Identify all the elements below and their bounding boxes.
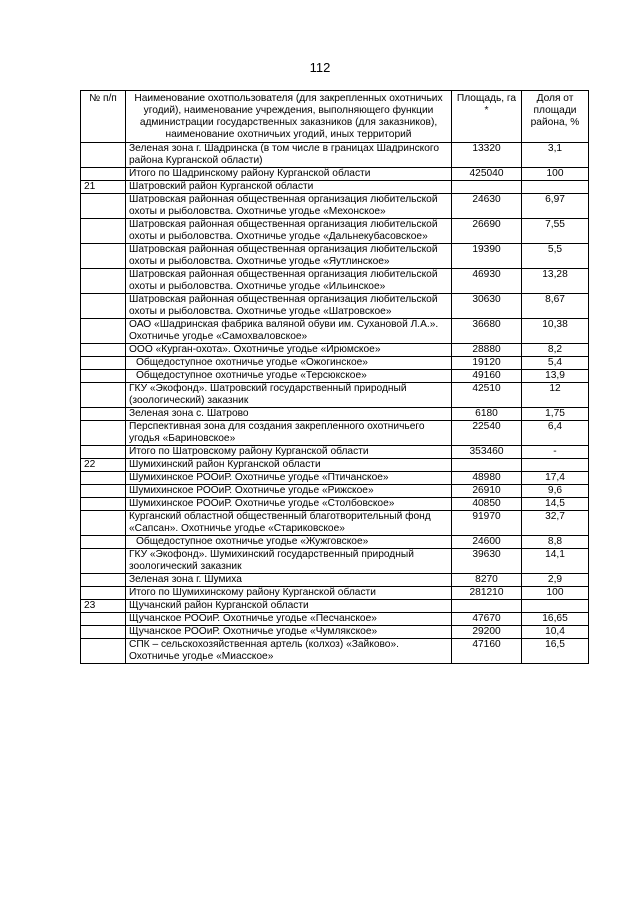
row-number [81,244,126,269]
row-area [452,181,522,194]
row-share: - [522,446,589,459]
row-number [81,587,126,600]
row-share: 3,1 [522,143,589,168]
row-number: 22 [81,459,126,472]
header-name: Наименование охотпользователя (для закрепленных охотничьих угодий), наименование учреждения, выполняющего функции администрации государственных заказников (для заказников), наименование охотничьих угодий, иных территорий [126,91,452,143]
row-name: Зеленая зона г. Шумиха [126,574,452,587]
row-number [81,219,126,244]
row-number [81,421,126,446]
row-name: ГКУ «Экофонд». Шатровский государственный природный (зоологический) заказник [126,383,452,408]
row-name: Курганский областной общественный благотворительный фонд «Сапсан». Охотничье угодье «Стариковское» [126,511,452,536]
row-share: 10,4 [522,626,589,639]
row-area: 28880 [452,344,522,357]
row-number [81,485,126,498]
row-area: 26910 [452,485,522,498]
row-number [81,344,126,357]
table-row [81,344,589,357]
row-name: Итого по Шатровскому району Курганской области [126,446,452,459]
header-share: Доля от площади района, % [522,91,589,143]
table-row [81,626,589,639]
row-name: Щучанское РООиР. Охотничье угодье «Чумлякское» [126,626,452,639]
row-area: 6180 [452,408,522,421]
row-share: 2,9 [522,574,589,587]
row-name: Щучанский район Курганской области [126,600,452,613]
row-area: 39630 [452,549,522,574]
table-row [81,639,589,664]
row-name: Зеленая зона г. Шадринска (в том числе в границах Шадринского района Курганской области) [126,143,452,168]
row-number [81,574,126,587]
row-share: 6,4 [522,421,589,446]
row-number [81,269,126,294]
row-area [452,600,522,613]
table-row [81,357,589,370]
table-row [81,219,589,244]
row-name: Щучанское РООиР. Охотничье угодье «Песчанское» [126,613,452,626]
row-share: 13,28 [522,269,589,294]
header-area: Площадь, га * [452,91,522,143]
table-row [81,472,589,485]
row-name: Шумихинский район Курганской области [126,459,452,472]
row-name: ООО «Курган-охота». Охотничье угодье «Ирюмское» [126,344,452,357]
row-area [452,459,522,472]
row-area: 8270 [452,574,522,587]
table-header-row [81,91,589,143]
row-name: Общедоступное охотничье угодье «Терсюкское» [126,370,452,383]
row-share: 16,65 [522,613,589,626]
table-row [81,194,589,219]
row-share [522,459,589,472]
row-area: 91970 [452,511,522,536]
row-name: ОАО «Шадринская фабрика валяной обуви им. Сухановой Л.А.». Охотничье угодье «Самохваловское» [126,319,452,344]
row-area: 19120 [452,357,522,370]
table-row [81,536,589,549]
table-row [81,408,589,421]
row-share: 7,55 [522,219,589,244]
row-share [522,600,589,613]
row-name: Шумихинское РООиР. Охотничье угодье «Столбовское» [126,498,452,511]
row-area: 47670 [452,613,522,626]
row-share: 8,2 [522,344,589,357]
row-number [81,357,126,370]
row-area: 353460 [452,446,522,459]
row-number [81,319,126,344]
row-name: Шатровская районная общественная организация любительской охоты и рыболовства. Охотничье угодье «Шатровское» [126,294,452,319]
row-area: 36680 [452,319,522,344]
row-share: 8,67 [522,294,589,319]
row-area: 22540 [452,421,522,446]
row-area: 40850 [452,498,522,511]
row-number [81,446,126,459]
row-name: Шатровская районная общественная организация любительской охоты и рыболовства. Охотничье угодье «Дальнекубасовское» [126,219,452,244]
row-area: 13320 [452,143,522,168]
row-number: 23 [81,600,126,613]
row-number [81,194,126,219]
table-row [81,549,589,574]
table-row [81,143,589,168]
row-name: Общедоступное охотничье угодье «Жужговское» [126,536,452,549]
row-number [81,613,126,626]
row-name: Итого по Шумихинскому району Курганской области [126,587,452,600]
row-area: 281210 [452,587,522,600]
row-number [81,639,126,664]
row-area: 46930 [452,269,522,294]
row-name: Зеленая зона с. Шатрово [126,408,452,421]
table-row [81,574,589,587]
row-share: 1,75 [522,408,589,421]
table-row [81,319,589,344]
row-share: 10,38 [522,319,589,344]
row-area: 42510 [452,383,522,408]
hunting-grounds-table [80,90,589,664]
table-row [81,421,589,446]
row-number [81,472,126,485]
table-row [81,600,589,613]
table-row [81,269,589,294]
row-number [81,383,126,408]
table-row [81,459,589,472]
table-row [81,498,589,511]
row-name: Итого по Шадринскому району Курганской области [126,168,452,181]
table-row [81,613,589,626]
row-area: 425040 [452,168,522,181]
row-name: СПК – сельскохозяйственная артель (колхоз) «Зайково». Охотничье угодье «Миасское» [126,639,452,664]
table-row [81,168,589,181]
row-number [81,511,126,536]
row-area: 19390 [452,244,522,269]
row-name: Общедоступное охотничье угодье «Ожогинское» [126,357,452,370]
row-number [81,168,126,181]
row-share: 5,5 [522,244,589,269]
table-row [81,446,589,459]
row-area: 47160 [452,639,522,664]
row-share: 17,4 [522,472,589,485]
row-number: 21 [81,181,126,194]
row-share: 12 [522,383,589,408]
row-share: 14,1 [522,549,589,574]
row-name: Перспективная зона для создания закрепленного охотничьего угодья «Бариновское» [126,421,452,446]
row-area: 29200 [452,626,522,639]
page-number: 112 [309,60,331,75]
header-num: № п/п [81,91,126,143]
row-number [81,370,126,383]
table-body [81,143,589,664]
row-share [522,181,589,194]
row-area: 30630 [452,294,522,319]
table-row [81,511,589,536]
row-name: ГКУ «Экофонд». Шумихинский государственный природный зоологический заказник [126,549,452,574]
row-area: 26690 [452,219,522,244]
row-name: Шатровская районная общественная организация любительской охоты и рыболовства. Охотничье угодье «Яутлинское» [126,244,452,269]
row-share: 100 [522,168,589,181]
row-share: 13,9 [522,370,589,383]
row-share: 16,5 [522,639,589,664]
row-share: 8,8 [522,536,589,549]
row-share: 9,6 [522,485,589,498]
table-row [81,244,589,269]
row-share: 5,4 [522,357,589,370]
table-row [81,485,589,498]
row-area: 49160 [452,370,522,383]
row-number [81,626,126,639]
row-number [81,408,126,421]
row-name: Шатровский район Курганской области [126,181,452,194]
row-name: Шатровская районная общественная организация любительской охоты и рыболовства. Охотничье угодье «Ильинское» [126,269,452,294]
row-number [81,143,126,168]
row-name: Шумихинское РООиР. Охотничье угодье «Птичанское» [126,472,452,485]
row-name: Шатровская районная общественная организация любительской охоты и рыболовства. Охотничье угодье «Мехонское» [126,194,452,219]
row-share: 14,5 [522,498,589,511]
row-share: 100 [522,587,589,600]
row-number [81,536,126,549]
row-area: 24630 [452,194,522,219]
table-row [81,181,589,194]
row-number [81,498,126,511]
table-row [81,294,589,319]
table-row [81,370,589,383]
row-share: 6,97 [522,194,589,219]
table-row [81,587,589,600]
row-number [81,549,126,574]
row-share: 32,7 [522,511,589,536]
row-number [81,294,126,319]
row-area: 24600 [452,536,522,549]
row-area: 48980 [452,472,522,485]
table-row [81,383,589,408]
row-name: Шумихинское РООиР. Охотничье угодье «Рижское» [126,485,452,498]
